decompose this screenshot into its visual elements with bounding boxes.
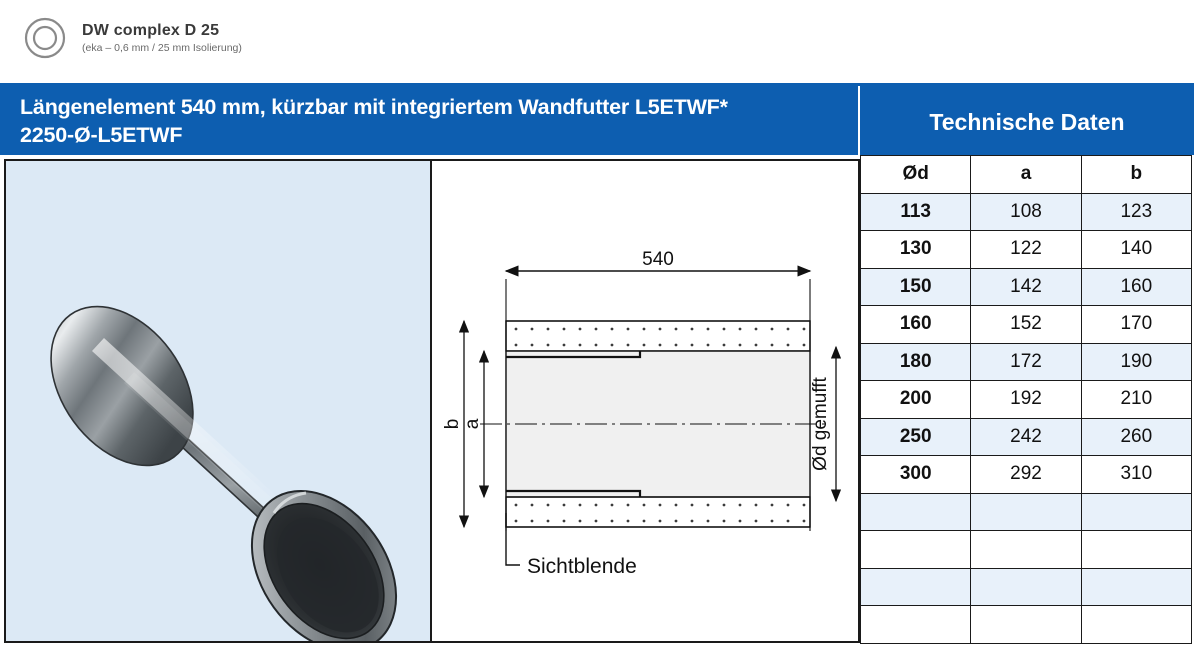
product-photo-cell bbox=[4, 159, 432, 643]
technical-data-table-cell bbox=[860, 155, 1192, 647]
cell-a: 122 bbox=[971, 231, 1081, 269]
table-row bbox=[861, 418, 1192, 456]
header-band bbox=[0, 83, 1194, 155]
cell-od: 200 bbox=[861, 381, 971, 419]
length-dim-label: 540 bbox=[642, 249, 674, 270]
table-row bbox=[861, 193, 1192, 231]
product-title-line1: Längenelement 540 mm, kürzbar mit integriertem Wandfutter L5ETWF* bbox=[20, 95, 728, 119]
cell-od bbox=[861, 568, 971, 606]
cell-od: 160 bbox=[861, 306, 971, 344]
cell-od: 113 bbox=[861, 193, 971, 231]
cell-a: 242 bbox=[971, 418, 1081, 456]
table-row bbox=[861, 343, 1192, 381]
cell-od bbox=[861, 493, 971, 531]
table-row bbox=[861, 568, 1192, 606]
table-header-row bbox=[861, 156, 1192, 194]
cell-a: 152 bbox=[971, 306, 1081, 344]
cell-a bbox=[971, 568, 1081, 606]
cell-a bbox=[971, 493, 1081, 531]
column-header-b: b bbox=[1081, 156, 1191, 194]
brand-header bbox=[0, 0, 1194, 76]
cell-b: 140 bbox=[1081, 231, 1191, 269]
brand-text bbox=[82, 22, 242, 54]
cell-b: 170 bbox=[1081, 306, 1191, 344]
tech-data-title: Technische Daten bbox=[858, 86, 1194, 155]
cell-b: 160 bbox=[1081, 268, 1191, 306]
cell-a: 108 bbox=[971, 193, 1081, 231]
cell-a: 142 bbox=[971, 268, 1081, 306]
cell-od bbox=[861, 531, 971, 569]
cell-od: 130 bbox=[861, 231, 971, 269]
cell-a bbox=[971, 531, 1081, 569]
table-row bbox=[861, 381, 1192, 419]
pipe-photo bbox=[6, 161, 430, 641]
dim-a-label: a bbox=[462, 418, 483, 430]
dim-od-gemufft-label: Ød gemufft bbox=[810, 377, 831, 471]
technical-data-table bbox=[860, 155, 1192, 644]
product-title-line2: 2250-Ø-L5ETWF bbox=[20, 123, 183, 148]
table-row bbox=[861, 606, 1192, 644]
brand-title: DW complex D 25 bbox=[82, 21, 220, 39]
dimension-drawing-cell bbox=[432, 159, 860, 643]
cell-a bbox=[971, 606, 1081, 644]
cell-b: 123 bbox=[1081, 193, 1191, 231]
table-row bbox=[861, 493, 1192, 531]
column-header-a: a bbox=[971, 156, 1081, 194]
cell-b: 210 bbox=[1081, 381, 1191, 419]
cell-a: 292 bbox=[971, 456, 1081, 494]
cell-od: 150 bbox=[861, 268, 971, 306]
cell-od: 180 bbox=[861, 343, 971, 381]
cell-b: 310 bbox=[1081, 456, 1191, 494]
table-row bbox=[861, 456, 1192, 494]
dimension-drawing bbox=[432, 161, 860, 643]
table-row bbox=[861, 306, 1192, 344]
cell-a: 172 bbox=[971, 343, 1081, 381]
content-area bbox=[0, 155, 1194, 650]
column-header-od: Ød bbox=[861, 156, 971, 194]
cell-b: 260 bbox=[1081, 418, 1191, 456]
table-row bbox=[861, 268, 1192, 306]
sichtblende-label: Sichtblende bbox=[527, 555, 637, 578]
cell-b bbox=[1081, 568, 1191, 606]
table-row bbox=[861, 231, 1192, 269]
table-row bbox=[861, 531, 1192, 569]
cell-b bbox=[1081, 606, 1191, 644]
cell-od bbox=[861, 606, 971, 644]
concentric-rings-icon bbox=[22, 15, 68, 61]
cell-od: 300 bbox=[861, 456, 971, 494]
cell-b bbox=[1081, 531, 1191, 569]
product-title bbox=[0, 86, 858, 155]
cell-b: 190 bbox=[1081, 343, 1191, 381]
cell-b bbox=[1081, 493, 1191, 531]
dim-b-label: b bbox=[442, 418, 463, 430]
brand-subtitle: (eka – 0,6 mm / 25 mm Isolierung) bbox=[82, 42, 242, 55]
cell-od: 250 bbox=[861, 418, 971, 456]
cell-a: 192 bbox=[971, 381, 1081, 419]
